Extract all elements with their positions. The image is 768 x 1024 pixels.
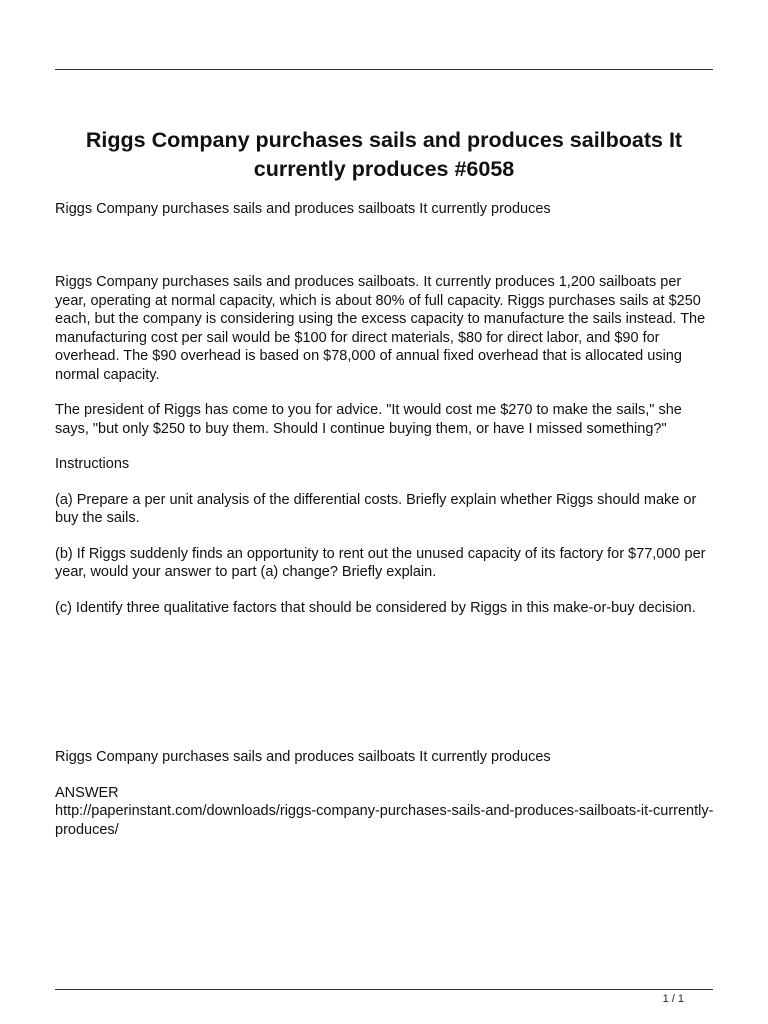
- answer-block: [55, 784, 715, 840]
- top-divider: [55, 69, 713, 70]
- footer-heading: Riggs Company purchases sails and produces sailboats It currently produces: [55, 749, 551, 765]
- instruction-a: (a) Prepare a per unit analysis of the differential costs. Briefly explain whether Riggs should make or buy the sails.: [55, 491, 697, 526]
- intro-paragraph: Riggs Company purchases sails and produces sailboats. It currently produces 1,200 sailboats per year, operating at normal capacity, which is about 80% of full capacity. Riggs purchases sails at $250 each, but the company is considering using the excess capacity to manufacture the sails instead. The manufacturing cost per sail would be $100 for direct materials, $80 for direct labor, and $90 for overhead. The $90 overhead is based on $78,000 of annual fixed overhead that is allocated using normal capacity.: [55, 274, 706, 383]
- answer-label: ANSWER: [55, 784, 119, 801]
- answer-link[interactable]: http://paperinstant.com/downloads/riggs-company-purchases-sails-and-produces-sailboats-it-currently-produces/: [55, 803, 714, 838]
- document-body: [55, 273, 715, 634]
- document-title: Riggs Company purchases sails and produces sailboats It currently produces #6058: [85, 128, 683, 181]
- instruction-c: (c) Identify three qualitative factors that should be considered by Riggs in this make-or-buy decision.: [55, 599, 696, 616]
- president-quote-paragraph: The president of Riggs has come to you for advice. "It would cost me $270 to make the sails," she says, "but only $250 to buy them. Should I continue buying them, or have I missed something?": [55, 402, 682, 437]
- instruction-b: (b) If Riggs suddenly finds an opportunity to rent out the unused capacity of its factory for $77,000 per year, would your answer to part (a) change? Briefly explain.: [55, 545, 706, 580]
- page-number: 1 / 1: [662, 993, 684, 1005]
- instructions-heading: Instructions: [55, 456, 130, 472]
- bottom-divider: [55, 989, 713, 990]
- document-subtitle: Riggs Company purchases sails and produces sailboats It currently produces: [55, 201, 551, 217]
- answer-section: [55, 748, 715, 856]
